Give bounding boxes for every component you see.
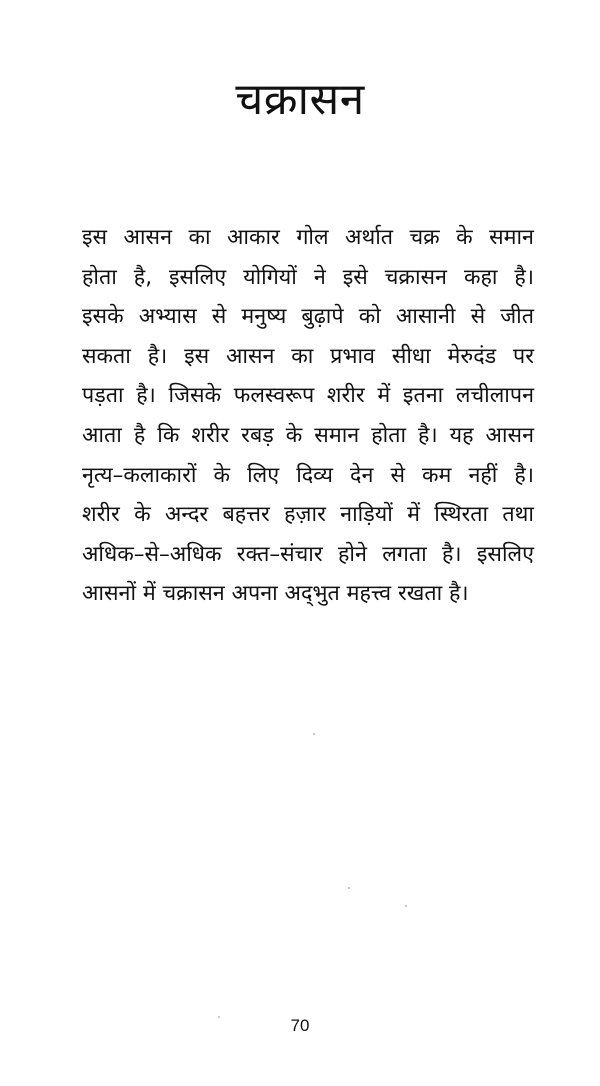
page-number: 70 [290,1016,310,1035]
page-title: चक्रासन [235,74,365,125]
scan-speck [348,887,350,889]
paragraph-line: इस आसन का आकार गोल अर्थात चक्र के समान [82,225,534,250]
scan-speck [405,905,407,907]
paragraph-line: होता है, इसलिए योगियों ने इसे चक्रासन कहा है। [82,264,534,290]
paragraph-line: अधिक–से–अधिक रक्त–संचार होने लगता है। इसलिए [82,541,534,567]
paragraph-line: नृत्य–कलाकारों के लिए दिव्य देन से कम नहीं है। [82,462,534,488]
paragraph-line: इसके अभ्यास से मनुष्य बुढ़ापे को आसानी से जीत [82,304,534,330]
paragraph-line: शरीर के अन्दर बहत्तर हज़ार नाड़ियों में स्थिरता तथा [82,502,534,528]
paragraph-line: पड़ता है। जिसके फलस्वरूप शरीर में इतना लचीलापन [82,383,534,409]
body-paragraph [82,218,534,614]
paragraph-line: आता है कि शरीर रबड़ के समान होता है। यह आसन [82,422,534,448]
paragraph-line: आसनों में चक्रासन अपना अद्‌भुत महत्त्व रखता है। [82,581,469,607]
scan-speck [313,733,315,735]
paragraph-line: सकता है। इस आसन का प्रभाव सीधा मेरुदंड पर [82,343,534,369]
